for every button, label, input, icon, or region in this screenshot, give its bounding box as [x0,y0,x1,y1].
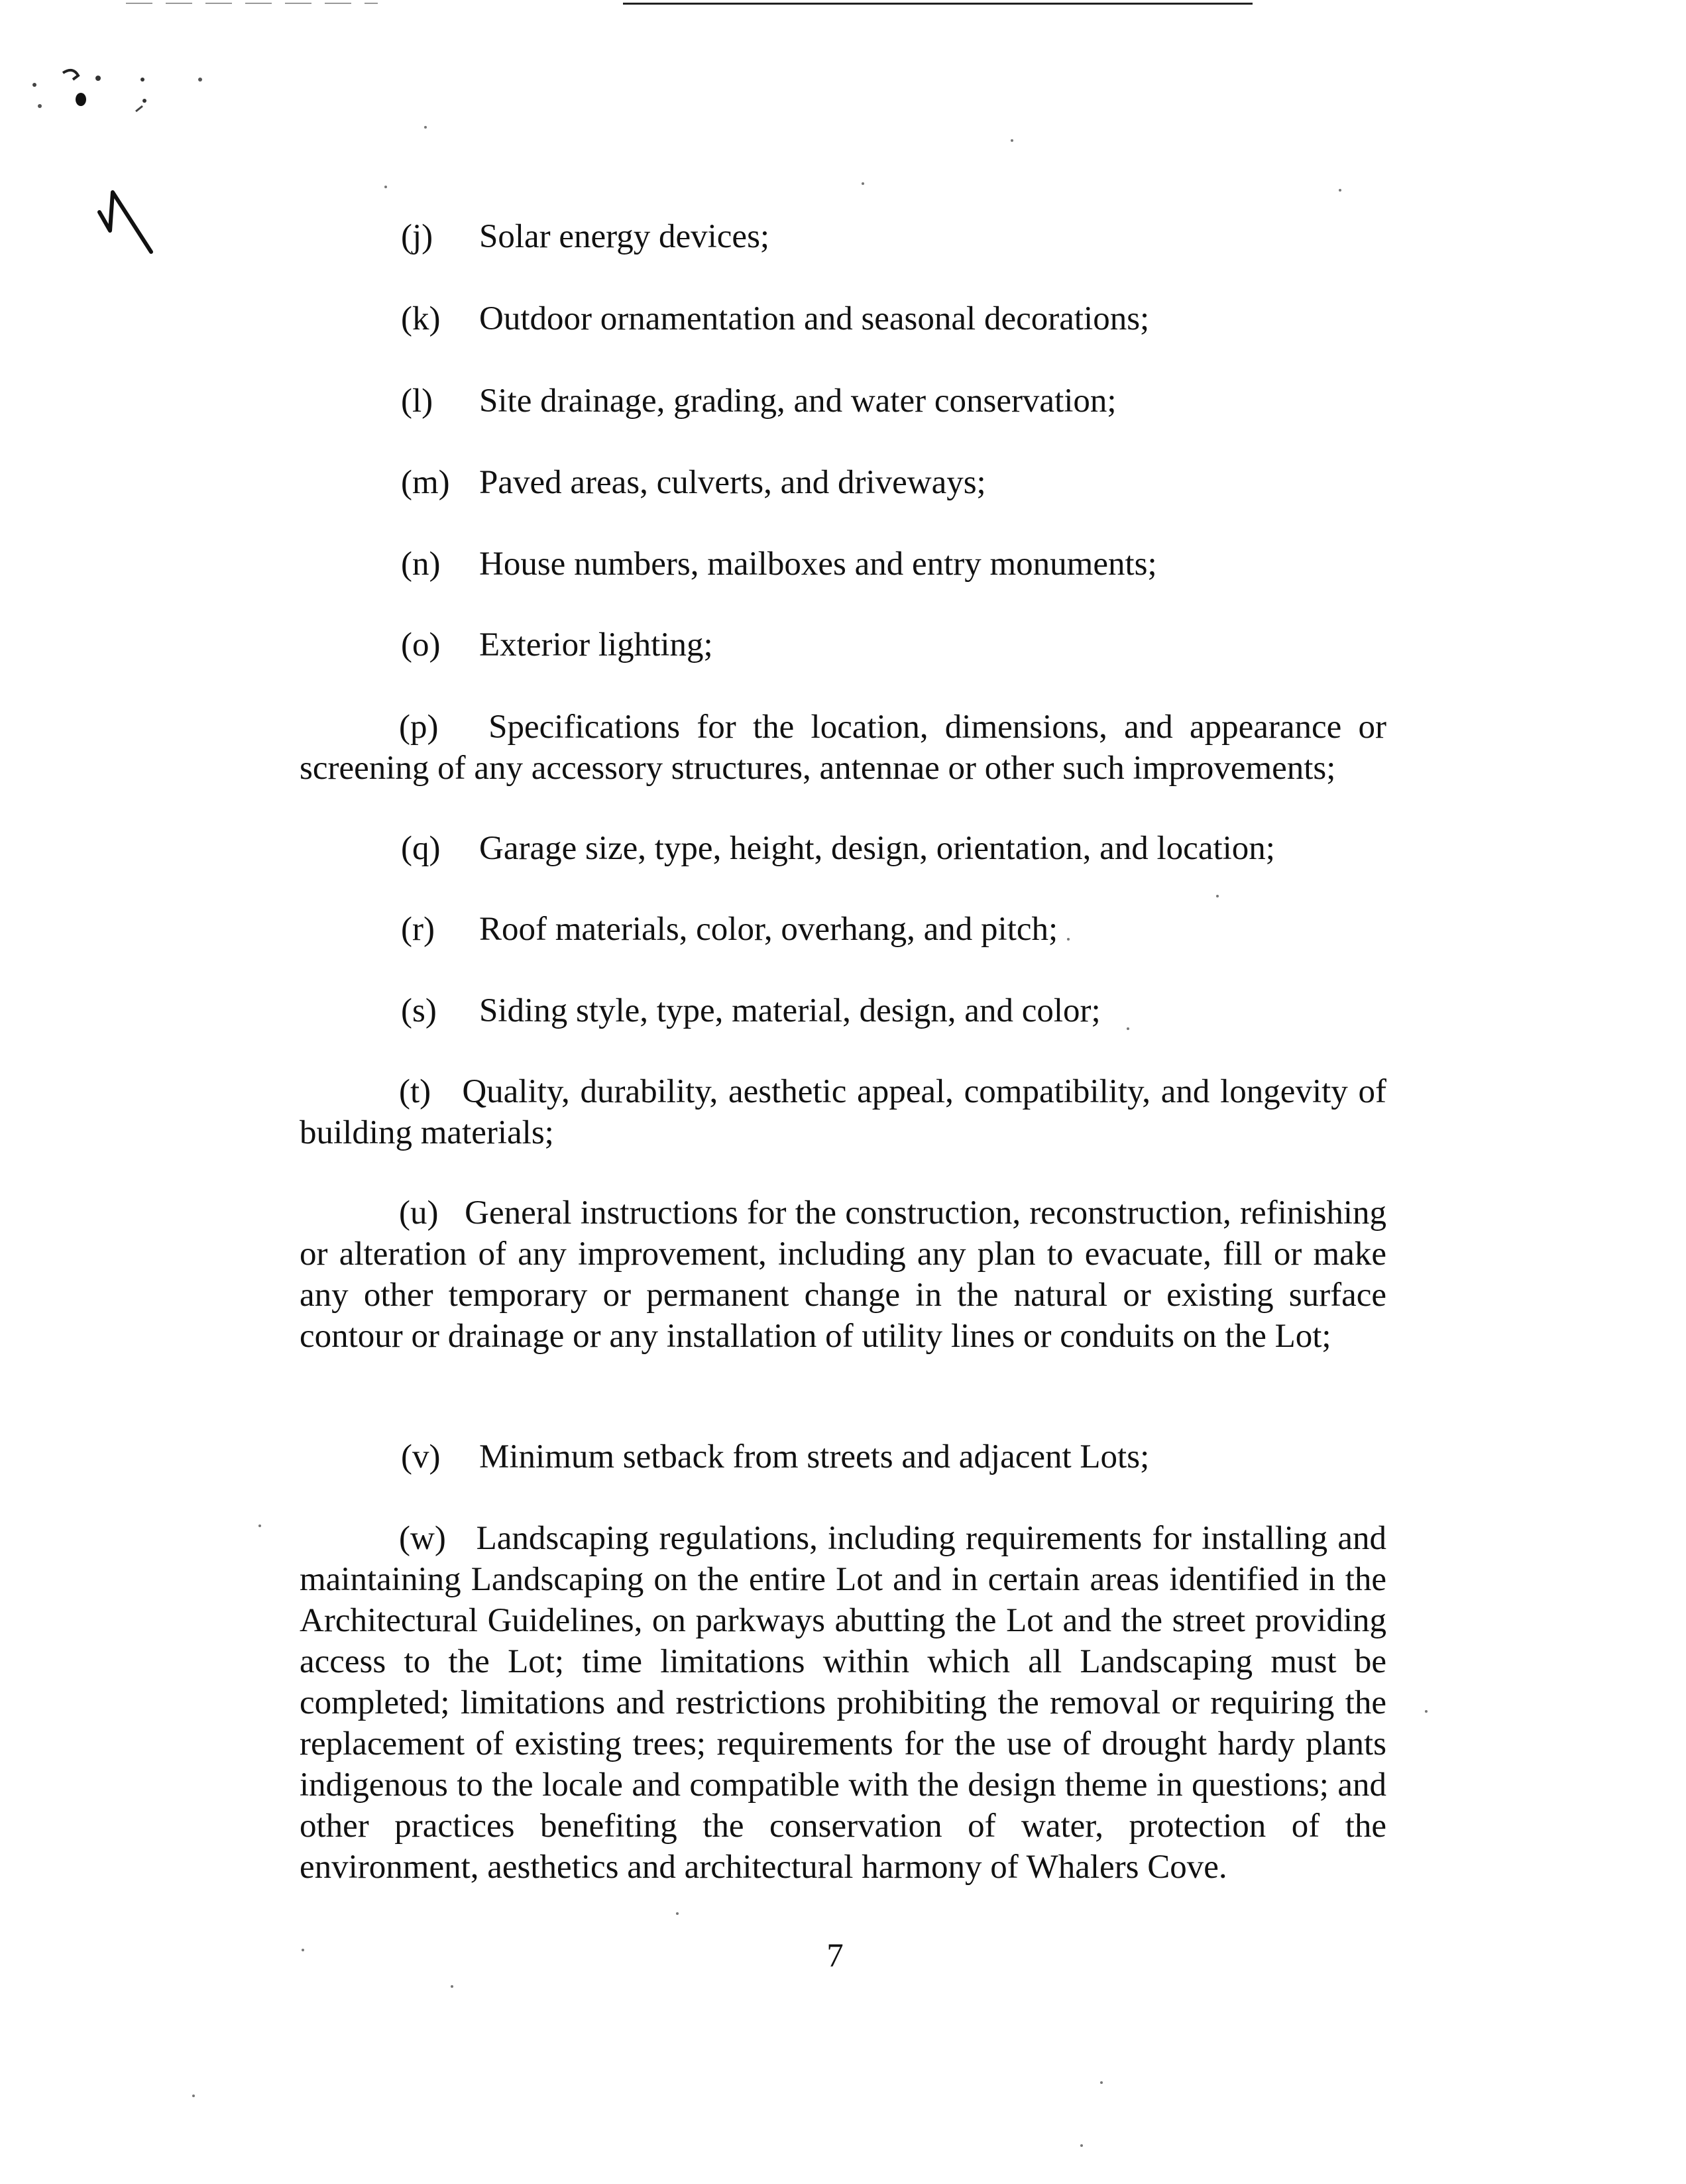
scan-speck [1100,2081,1103,2084]
item-text: House numbers, mailboxes and entry monuments; [479,546,1157,583]
list-item-q [401,828,1275,869]
item-marker: (l) [401,382,433,420]
item-text: Landscaping regulations, including requirements for installing and maintaining Landscaping on the entire Lot and in certain areas identified in the Architectural Guidelines, on parkways abutting the Lot and the street providing access to the Lot; time limitations within which all Landscaping must be completed; limitations and restrictions prohibiting the removal or requiring the replacement of existing trees; requirements for the use of drought hardy plants indigenous to the locale and compatible with the design theme in questions; and other practices benefiting the conservation of water, protection of the environment, aesthetics and architectural harmony of Whalers Cove. [300,1520,1386,1886]
item-marker: (m) [401,464,450,501]
scan-speck [424,126,427,129]
list-item-l [401,380,1117,422]
list-item-m [401,462,986,503]
scan-speck [302,1949,304,1951]
list-paragraph-p [300,707,1386,789]
item-marker: (j) [401,218,433,255]
item-text: General instructions for the construction, reconstruction, refinishing or alteration of any improvement, including any plan to evacuate, fill or make any other temporary or permanent change in the natural or existing surface contour or drainage or any installation of utility lines or conduits on the Lot; [300,1194,1386,1355]
scan-speck [1080,2144,1083,2147]
scan-artifact-marks [27,60,225,139]
item-marker: (w) [399,1520,446,1557]
list-paragraph-w [300,1518,1386,1888]
item-text: Siding style, type, material, design, and color; [479,992,1101,1029]
scan-speck [258,1524,261,1527]
list-item-s [401,990,1101,1031]
item-marker: (v) [401,1438,441,1475]
page-number: 7 [826,1937,844,1975]
scan-speck [676,1912,679,1915]
item-marker: (u) [399,1194,439,1232]
item-text: Quality, durability, aesthetic appeal, compatibility, and longevity of building materials; [300,1073,1387,1151]
scan-speck [1067,938,1070,941]
item-marker: (r) [401,911,435,948]
list-paragraph-u [300,1192,1386,1357]
scan-speck [1011,139,1013,142]
list-item-v [401,1436,1149,1477]
list-item-r [401,909,1058,950]
handwritten-margin-mark [93,179,159,272]
list-item-k [401,298,1149,339]
item-marker: (q) [401,830,441,867]
scan-speck [192,2095,195,2097]
item-text: Minimum setback from streets and adjacent Lots; [479,1438,1150,1475]
scan-speck [1425,1710,1428,1713]
list-item-n [401,544,1157,585]
list-paragraph-t [300,1071,1386,1153]
item-text: Outdoor ornamentation and seasonal decorations; [479,300,1150,337]
item-text: Paved areas, culverts, and driveways; [479,464,986,501]
scan-speck [451,1985,453,1988]
scan-speck [1339,189,1341,192]
item-marker: (o) [401,626,441,663]
top-scan-rule [623,3,1253,5]
item-marker: (p) [399,709,439,746]
item-text: Solar energy devices; [479,218,770,255]
item-text: Specifications for the location, dimensions, and appearance or screening of any accessory structures, antennae or other such improvements; [300,709,1387,787]
scan-speck [384,186,387,188]
item-text: Garage size, type, height, design, orientation, and location; [479,830,1275,867]
scan-speck [1216,895,1219,897]
item-marker: (k) [401,300,441,337]
top-scan-dashes [126,3,378,4]
scan-speck [862,182,864,185]
item-marker: (n) [401,546,441,583]
item-text: Site drainage, grading, and water conservation; [479,382,1117,420]
list-item-j [401,216,769,257]
item-text: Roof materials, color, overhang, and pitch; [479,911,1058,948]
list-item-o [401,624,713,665]
scan-speck [1127,1027,1129,1030]
item-marker: (t) [399,1073,431,1110]
item-marker: (s) [401,992,437,1029]
item-text: Exterior lighting; [479,626,713,663]
